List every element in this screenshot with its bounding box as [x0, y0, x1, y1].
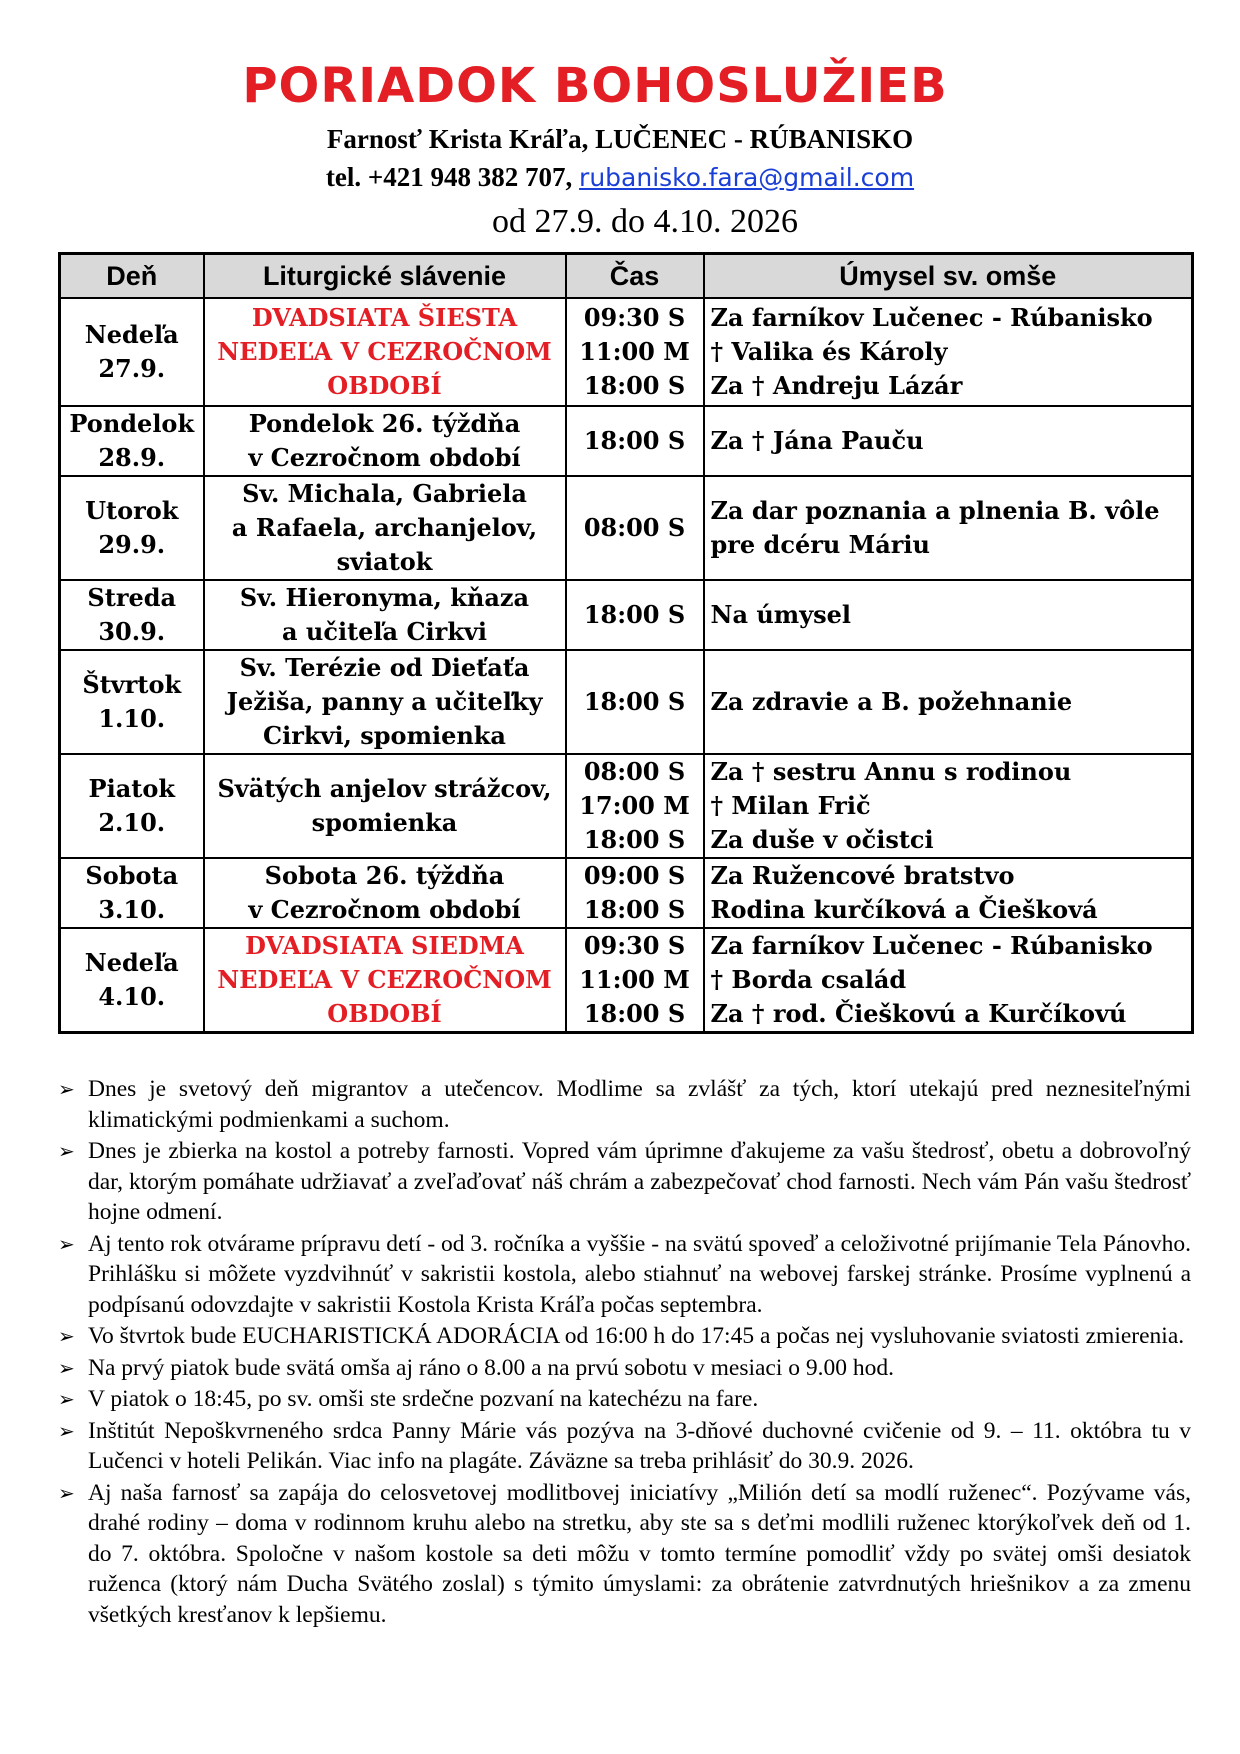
liturgy-cell [204, 858, 566, 928]
intention-line: Za † Andreju Lázár [710, 371, 963, 400]
announcement-text: Vo štvrtok bude EUCHARISTICKÁ ADORÁCIA od 16:00 h do 17:45 a počas nej vysluhovanie sviatosti zmierenia. [88, 1323, 1185, 1349]
time-line: 17:00 M [579, 791, 690, 820]
intention-line: Za † rod. Čieškovú a Kurčíkovú [710, 999, 1127, 1028]
intention-line: † Milan Frič [710, 791, 871, 820]
day-cell [60, 476, 204, 580]
liturgy-line: Sv. Michala, Gabriela [242, 479, 527, 508]
arrow-bullet-icon: ➢ [58, 1077, 75, 1101]
announcement-text: V piatok o 18:45, po sv. omši ste srdečne pozvaní na katechézu na fare. [88, 1386, 759, 1412]
liturgy-cell [204, 406, 566, 476]
announcement-text: Dnes je zbierka na kostol a potreby farnosti. Vopred vám úprimne ďakujeme za vašu štedrosť, obetu a dobrovoľný dar, ktorým pomáhate udržiavať a zveľaďovať náš chrám a zabezpečovať chod farnosti. Nech vám Pán vašu štedrosť hojne odmení. [88, 1138, 1191, 1225]
phone-number: tel. +421 948 382 707, [325, 162, 573, 192]
time-cell [566, 650, 704, 754]
liturgy-line: sviatok [336, 547, 433, 576]
table-row [60, 298, 1193, 406]
announcement-text: Aj tento rok otvárame prípravu detí - od 3. ročníka a vyššie - na svätú spoveď a celoživotné prijímanie Tela Pánovho. Prihlášku si môžete vyzdvihnúť v sakristii kostola, alebo stiahnuť na webovej farskej stránke. Prosíme vyplnenú a podpísanú odovzdajte v sakristii Kostola Krista Kráľa počas septembra. [88, 1230, 1191, 1318]
liturgy-cell [204, 298, 566, 406]
time-line: 18:00 S [583, 426, 686, 455]
day-cell [60, 650, 204, 754]
intention-cell [704, 928, 1193, 1033]
liturgy-cell [204, 928, 566, 1033]
time-cell [566, 476, 704, 580]
announcement-item [58, 1229, 1191, 1321]
time-cell [566, 858, 704, 928]
page-title: PORIADOK BOHOSLUŽIEB [242, 58, 948, 114]
time-line: 18:00 S [583, 600, 686, 629]
intention-line: Za Ružencové bratstvo [710, 861, 1015, 890]
day-line: 27.9. [98, 354, 166, 383]
contact-line [0, 162, 1240, 193]
announcement-text: Dnes je svetový deň migrantov a utečencov. Modlime sa zvlášť za tých, ktorí utekajú pred neznesiteľnými klimatickými podmienkami a suchom. [88, 1076, 1191, 1133]
time-line: 18:00 S [583, 895, 686, 924]
intention-line: Na úmysel [710, 600, 852, 629]
liturgy-line: DVADSIATA SIEDMA [245, 931, 524, 960]
announcements-list [58, 1074, 1191, 1631]
liturgy-cell [204, 580, 566, 650]
arrow-bullet-icon: ➢ [58, 1231, 75, 1256]
liturgy-line: Sobota 26. týždňa [264, 861, 505, 890]
header-day: Deň [60, 254, 204, 299]
time-line: 09:30 S [583, 931, 686, 960]
header-liturgy: Liturgické slávenie [204, 254, 566, 299]
time-cell [566, 928, 704, 1033]
announcement-text: Aj naša farnosť sa zapája do celosvetovej modlitbovej iniciatívy „Milión detí sa modlí ruženec“. Pozývame vás, drahé rodiny – doma v rodinnom kruhu alebo na stretku, aby ste sa s deťmi modlili ruženec ktorýkoľvek deň od 1. do 7. októbra. Spoločne v našom kostole sa deti môžu v tomto termíne pomodliť vždy po svätej omši desiatok ruženca (ktorý nám Ducha Svätého zoslal) s týmito úmyslami: za obrátenie zatvrdnutých hriešnikov a za zmenu všetkých kresťanov k lepšiemu. [88, 1479, 1191, 1628]
time-line: 18:00 S [583, 825, 686, 854]
header-time: Čas [566, 254, 704, 299]
table-row [60, 580, 1193, 650]
day-cell [60, 298, 204, 406]
day-line: 28.9. [98, 443, 166, 472]
table-row [60, 406, 1193, 476]
day-line: 2.10. [98, 808, 166, 837]
day-line: Nedeľa [84, 320, 179, 349]
day-line: Piatok [88, 774, 175, 803]
time-cell [566, 298, 704, 406]
table-row [60, 650, 1193, 754]
arrow-bullet-icon: ➢ [58, 1139, 75, 1163]
arrow-bullet-icon: ➢ [58, 1387, 75, 1411]
table-row [60, 476, 1193, 580]
intention-line: Za duše v očistci [710, 825, 934, 854]
liturgy-cell [204, 476, 566, 580]
day-line: 30.9. [98, 617, 166, 646]
parish-name: Farnosť Krista Kráľa, LUČENEC - RÚBANISKO [326, 124, 914, 154]
arrow-bullet-icon: ➢ [58, 1418, 75, 1443]
liturgy-line: v Cezročnom období [248, 443, 521, 472]
day-line: 4.10. [98, 982, 166, 1011]
day-line: Streda [87, 583, 177, 612]
schedule-table [58, 252, 1194, 1034]
liturgy-line: NEDEĽA V CEZROČNOM [217, 965, 552, 994]
intention-line: Za † sestru Annu s rodinou [710, 757, 1072, 786]
liturgy-line: OBDOBÍ [327, 371, 442, 400]
announcement-item [58, 1321, 1191, 1352]
announcement-item [58, 1384, 1191, 1415]
intention-line: † Borda család [710, 965, 907, 994]
day-cell [60, 928, 204, 1033]
time-line: 08:00 S [583, 513, 686, 542]
header-intention: Úmysel sv. omše [704, 254, 1193, 299]
day-cell [60, 406, 204, 476]
intention-cell [704, 650, 1193, 754]
schedule-body [60, 298, 1193, 1033]
intention-cell [704, 580, 1193, 650]
day-line: 29.9. [98, 530, 166, 559]
announcement-item [58, 1478, 1191, 1631]
day-line: 3.10. [98, 895, 166, 924]
liturgy-line: Ježiša, panny a učiteľky [226, 687, 543, 716]
liturgy-line: Sv. Terézie od Dieťaťa [239, 653, 530, 682]
liturgy-line: spomienka [311, 808, 458, 837]
time-line: 09:00 S [583, 861, 686, 890]
liturgy-line: a učiteľa Cirkvi [281, 617, 488, 646]
time-line: 09:30 S [583, 303, 686, 332]
day-cell [60, 858, 204, 928]
intention-cell [704, 406, 1193, 476]
day-line: 1.10. [98, 704, 166, 733]
announcement-text: Inštitút Nepoškvrneného srdca Panny Márie vás pozýva na 3-dňové duchovné cvičenie od 9. – 11. októbra tu v Lučenci v hoteli Pelikán. Viac info na plagáte. Záväzne sa treba prihlásiť do 30.9. 2026. [88, 1417, 1191, 1474]
day-line: Štvrtok [82, 670, 182, 699]
intention-line: † Valika és Károly [710, 337, 948, 366]
time-line: 11:00 M [579, 337, 690, 366]
table-row [60, 858, 1193, 928]
announcement-text: Na prvý piatok bude svätá omša aj ráno o 8.00 a na prvú sobotu v mesiaci o 9.00 hod. [88, 1354, 895, 1381]
table-header-row [60, 254, 1193, 299]
liturgy-line: Svätých anjelov strážcov, [217, 774, 552, 803]
day-line: Pondelok [69, 409, 195, 438]
intention-line: Za zdravie a B. požehnanie [710, 687, 1073, 716]
table-row [60, 928, 1193, 1033]
time-cell [566, 754, 704, 858]
liturgy-line: Cirkvi, spomienka [263, 721, 506, 750]
arrow-bullet-icon: ➢ [58, 1480, 75, 1505]
time-line: 18:00 S [583, 371, 686, 400]
day-line: Utorok [85, 496, 179, 525]
intention-line: Rodina kurčíková a Čiešková [710, 895, 1098, 924]
day-cell [60, 754, 204, 858]
time-line: 11:00 M [579, 965, 690, 994]
announcement-item [58, 1074, 1191, 1135]
arrow-bullet-icon: ➢ [58, 1324, 75, 1348]
time-line: 08:00 S [583, 757, 686, 786]
intention-line: Za farníkov Lučenec - Rúbanisko [710, 303, 1153, 332]
liturgy-line: NEDEĽA V CEZROČNOM [217, 337, 552, 366]
liturgy-line: Pondelok 26. týždňa [248, 409, 521, 438]
intention-cell [704, 298, 1193, 406]
arrow-bullet-icon: ➢ [58, 1355, 75, 1380]
email-link[interactable]: rubanisko.fara@gmail.com [579, 163, 915, 192]
intention-line: Za dar poznania a plnenia B. vôle [710, 496, 1160, 525]
time-cell [566, 406, 704, 476]
intention-cell [704, 754, 1193, 858]
day-line: Nedeľa [84, 948, 179, 977]
announcement-item [58, 1353, 1191, 1384]
announcement-item [58, 1416, 1191, 1477]
liturgy-line: DVADSIATA ŠIESTA [251, 303, 518, 332]
time-line: 18:00 S [583, 999, 686, 1028]
liturgy-line: OBDOBÍ [327, 999, 442, 1028]
intention-cell [704, 476, 1193, 580]
day-line: Sobota [85, 861, 179, 890]
liturgy-line: Sv. Hieronyma, kňaza [239, 583, 530, 612]
liturgy-line: a Rafaela, archanjelov, [231, 513, 538, 542]
liturgy-cell [204, 754, 566, 858]
liturgy-cell [204, 650, 566, 754]
intention-line: Za † Jána Pauču [710, 426, 924, 455]
announcement-item [58, 1136, 1191, 1228]
day-cell [60, 580, 204, 650]
date-range: od 27.9. do 4.10. 2026 [492, 203, 798, 240]
time-line: 18:00 S [583, 687, 686, 716]
intention-cell [704, 858, 1193, 928]
intention-line: pre dcéru Máriu [710, 530, 930, 559]
intention-line: Za farníkov Lučenec - Rúbanisko [710, 931, 1153, 960]
table-row [60, 754, 1193, 858]
time-cell [566, 580, 704, 650]
liturgy-line: v Cezročnom období [248, 895, 521, 924]
